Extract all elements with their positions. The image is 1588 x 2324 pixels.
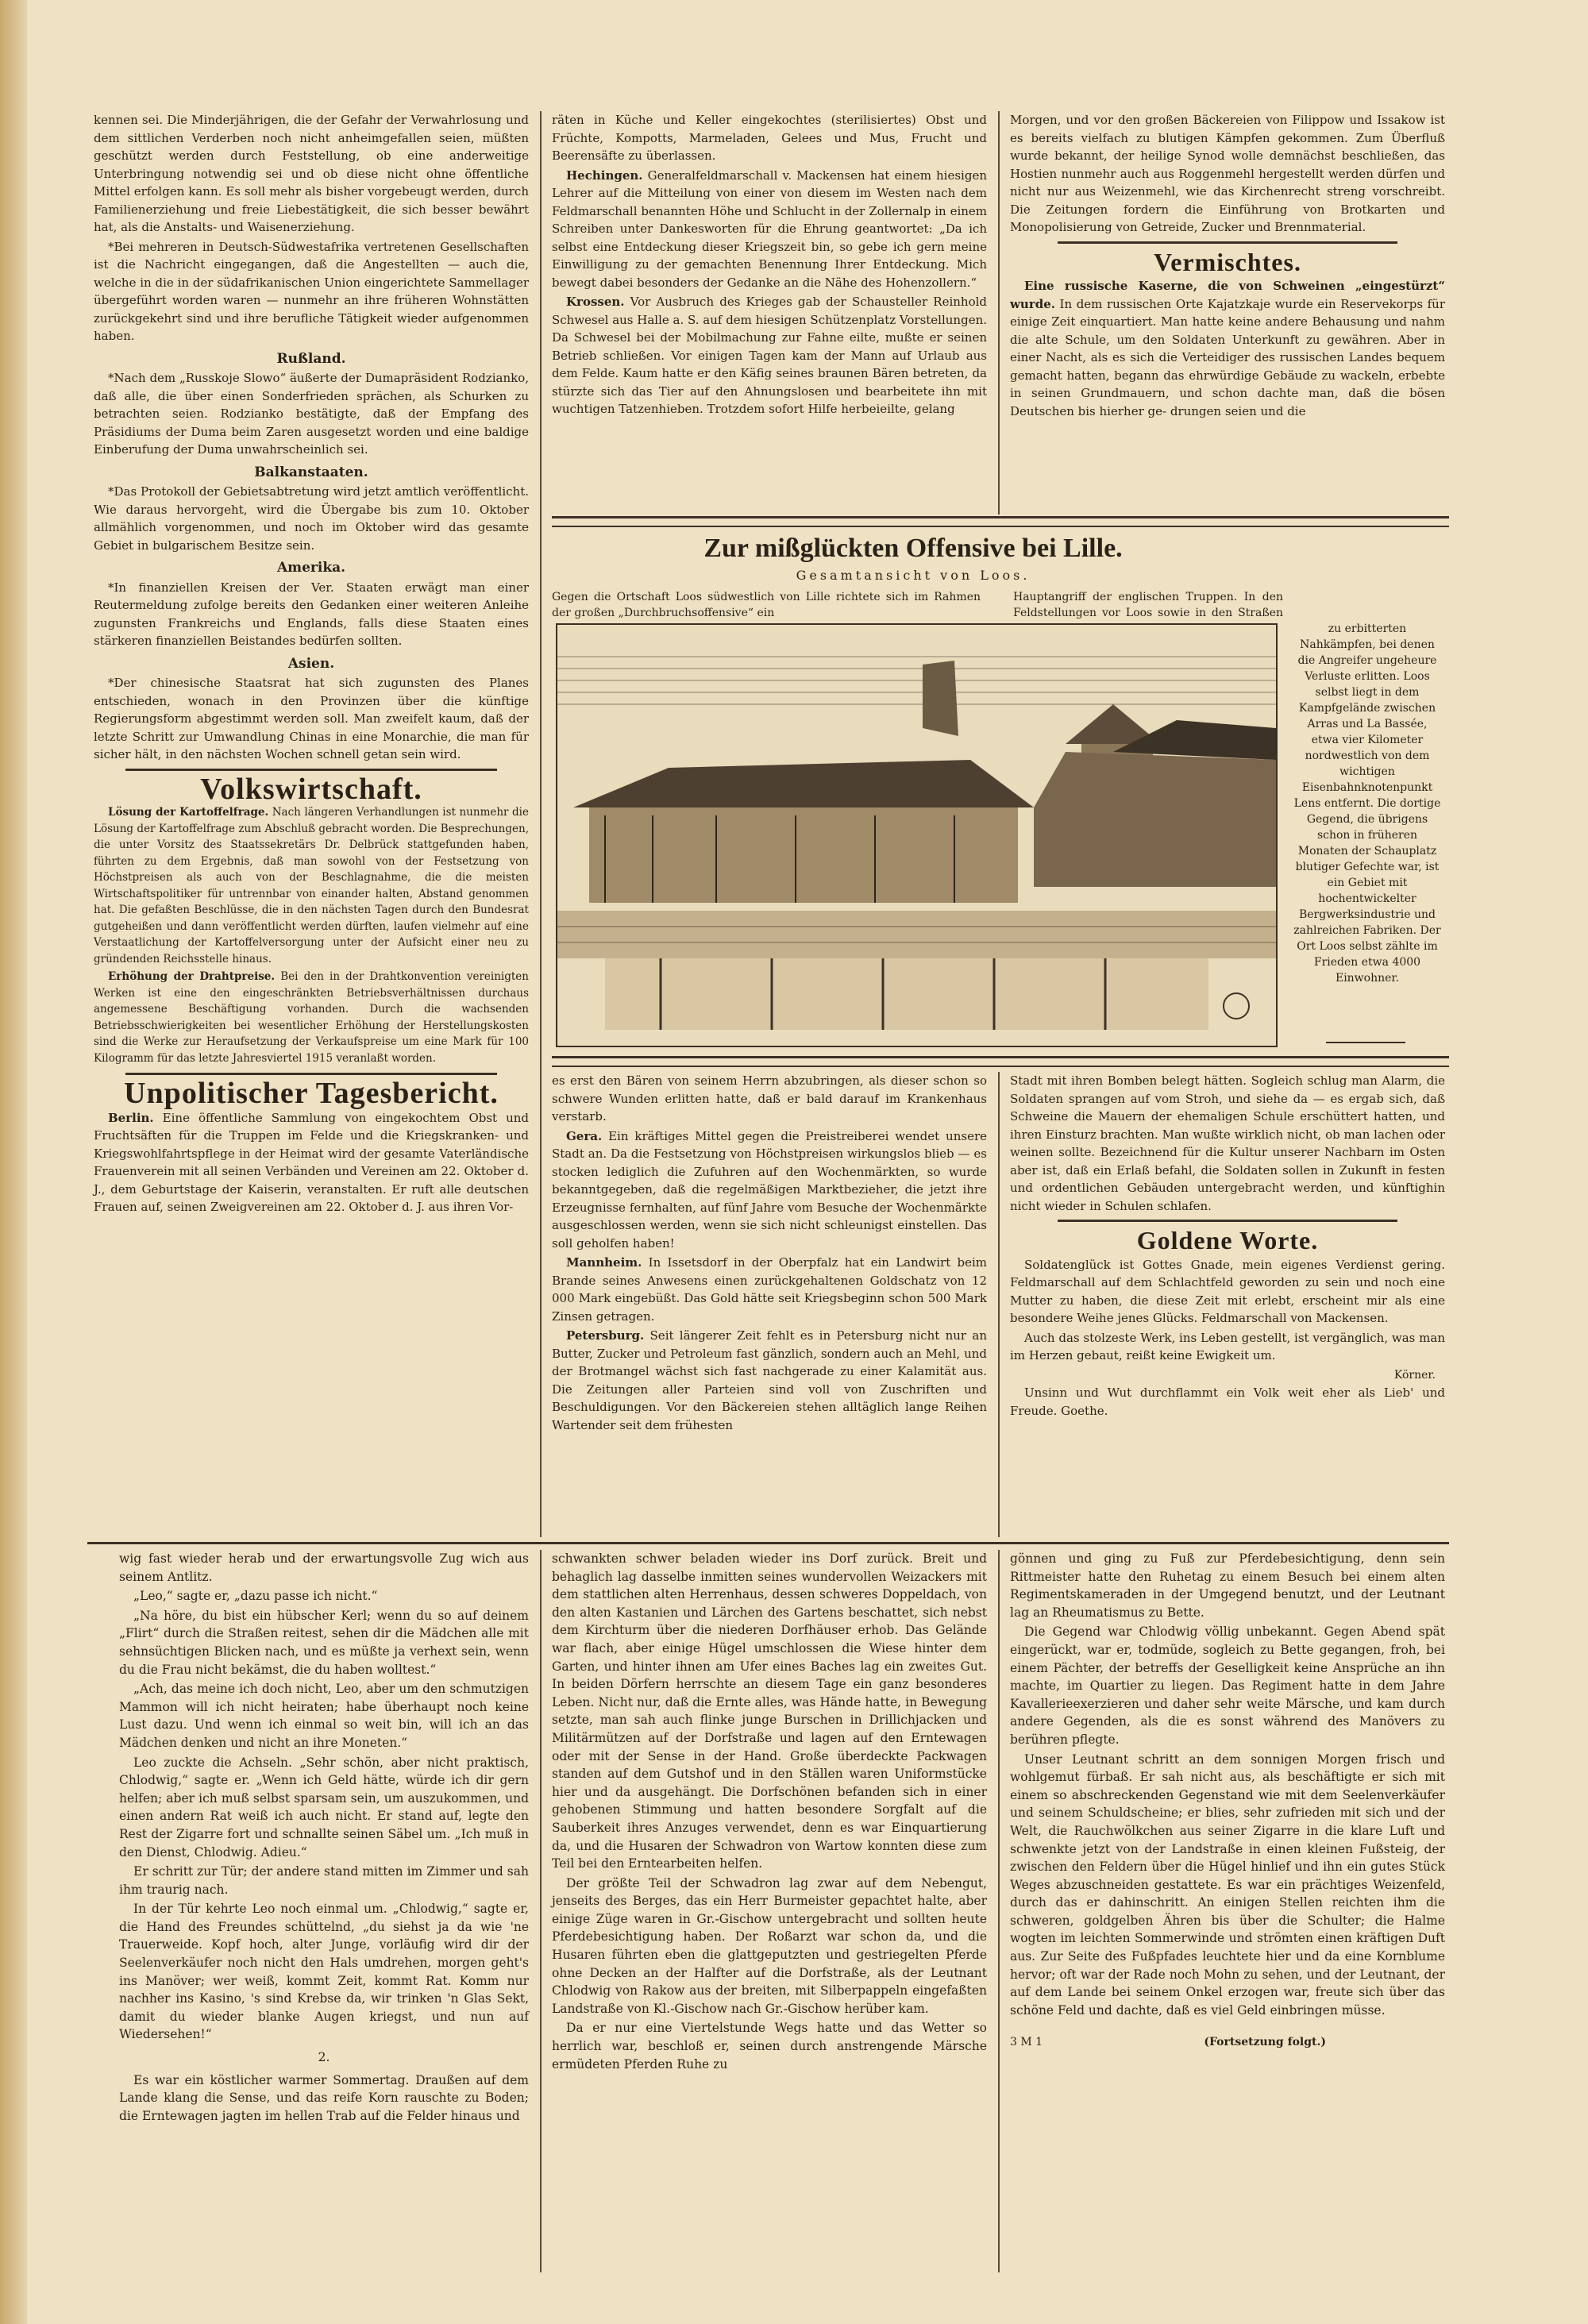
paragraph: [94, 969, 529, 1066]
paragraph: kennen sei. Die Minderjährigen, die der Gefahr der Verwahrlosung und dem sittlichen Verderben noch nicht anheimgefallen seien, müßten geschützt werden durch Feststellung, ob eine anderweitige Unterbringung notwendig sei und ob diese nicht ohne öffentliche Mittel erfolgen kann. Es soll mehr als bisher vorgebeugt werden, durch Familienerziehung und freie Liebestätigkeit, die sich besser bewährt hat, als die Anstalts- und Waisenerziehung.: [94, 113, 529, 234]
paragraph: *Nach dem „Russkoje Slowo“ äußerte der Dumapräsident Rodzianko, daß alle, die über einen Sonderfrieden sprächen, als Schurken zu betrachten seien. Rodzianko bestätigte, daß der Empfang des Präsidiums der Duma beim Zaren ausgesetzt worden und eine baldige Einberufung der Duma unwahrscheinlich sei.: [94, 371, 529, 457]
paragraph: „Na höre, du bist ein hübscher Kerl; wenn du so auf deinem „Flirt“ durch die Straßen reitest, sehen dir die Mädchen alle mit sehnsüchtigen Blicken nach, und es müßte ja verhext sein, wenn du die Frau nicht bekämst, die du haben wolltest.“: [119, 1608, 529, 1677]
section-heading-balkan: Balkanstaaten.: [254, 464, 368, 480]
feuilleton-column-2: [552, 1550, 987, 2075]
paragraph: [552, 293, 987, 418]
paragraph-body: Seit längerer Zeit fehlt es in Petersburg nicht nur an Butter, Zucker und Petroleum fast gänzlich, sondern auch an Mehl, und der Brotmangel wächst sich fast nachgerade zu einer Kalamität aus. Die Zeitungen aller Parteien sind voll von Zuschriften und Beschuldigungen. Vor den Bäckereien stehen alltäglich lange Reihen Wartender seit dem frühesten: [552, 1328, 987, 1432]
quote-author: Feldmarschall von Mackensen.: [1201, 1311, 1389, 1325]
paragraph-lead: Petersburg.: [566, 1328, 645, 1343]
section-heading-russland: Rußland.: [276, 350, 346, 367]
divider: [125, 769, 497, 771]
paragraph: Leo zuckte die Achseln. „Sehr schön, aber nicht praktisch, Chlodwig,“ sagte er. „Wenn ich Geld hätte, würde ich dir gern helfen; aber ich muß selbst sparsam sein, um auszukommen, und einen andern Rat weiß ich auch nicht. Er stand auf, legte den Rest der Zigarre fort und schnallte seinen Säbel um. „Ich muß in den Dienst, Chlodwig. Adieu.“: [119, 1755, 529, 1860]
paragraph: räten in Küche und Keller eingekochtes (sterilisiertes) Obst und Früchte, Kompotts, Marmeladen, Gelees und Mus, Frucht und Beerensäfte zu überlassen.: [552, 113, 987, 163]
paragraph-lead: Lösung der Kartoffelfrage.: [108, 806, 269, 819]
paragraph-lead: Erhöhung der Drahtpreise.: [108, 970, 276, 983]
picture-title: Zur mißglückten Offensive bei Lille.: [703, 534, 1123, 563]
mid-column-3: [1010, 1072, 1445, 1421]
paragraph: es erst den Bären von seinem Herrn abzubringen, als dieser schon so schwere Wunden erlitten hatte, daß er bald darauf im Krankenhaus verstarb.: [552, 1073, 987, 1123]
picture-caption-left: Gegen die Ortschaft Loos südwestlich von Lille richtete sich im Rahmen der großen „Durchbruchsoffensive“ ein: [552, 591, 981, 619]
paragraph: [94, 1109, 529, 1216]
paragraph: wig fast wieder herab und der erwartungsvolle Zug wich aus seinem Antlitz.: [119, 1551, 529, 1584]
paragraph: Er schritt zur Tür; der andere stand mitten im Zimmer und sah ihm traurig nach.: [119, 1864, 529, 1897]
paragraph: Stadt mit ihren Bomben belegt hätten. Sogleich schlug man Alarm, die Soldaten sprangen auf vom Stroh, und siehe da — es ergab sich, daß Schweine die Mauern der ehemaligen Schule erschüttert hatten, und ihren Einsturz brachten. Man wußte wirklich nicht, ob man lachen oder weinen sollte. Bezeichnend für die Kultur unserer Nachbarn im Osten aber ist, daß ein Erlaß befahl, die Soldaten sollen in Zukunft in festen und ordentlichen Gebäuden untergebracht werden, und künftighin nicht wieder in Schulen schlafen.: [1010, 1073, 1445, 1213]
paragraph-lead: Krossen.: [566, 295, 625, 309]
paragraph-lead: Mannheim.: [566, 1255, 642, 1270]
paragraph: „Ach, das meine ich doch nicht, Leo, aber um den schmutzigen Mammon will ich nicht heiraten; habe überhaupt noch keine Lust dazu. Und wenn ich einmal so weit bin, will ich an das Mädchen denken und nicht an ihre Moneten.“: [119, 1682, 529, 1750]
quote-author: Körner.: [1393, 1368, 1436, 1382]
picture-subtitle: Gesamtansicht von Loos.: [796, 568, 1031, 583]
paragraph: In der Tür kehrte Leo noch einmal um. „Chlodwig,“ sagte er, die Hand des Freundes schüttelnd, „du siehst ja da wie 'ne Trauerweide. Kopf hoch, alter Junge, vorläufig wird dir der Seelenverkäufer noch nicht den Hals umdrehen, morgen geht's ins Manöver; wer weiß, kommt Zeit, kommt Rat. Komm nur nachher ins Kasino, 's sind Krebse da, wir trinken 'n Glas Sekt, damit du wieder blanke Augen kriegst, und nun auf Wiedersehen!“: [119, 1902, 529, 2042]
paragraph-body: Generalfeldmarschall v. Mackensen hat einem hiesigen Lehrer auf die Mitteilung von einer von diesem im Westen nach dem Feldmarschall benannten Höhe und Schlucht in der Zollernalp in einem Schreiben unter Dankesworten für die Ehrung geantwortet: „Da ich selbst eine Entdeckung dieser Kriegszeit bin, so gebe ich gern meine Einwilligung zu der gemachten Benennung Ihrer Entdeckung. Mich bewegt dabei besonders der Gedanke an die Nähe des Hohenzollern.“: [552, 168, 987, 290]
divider: [1058, 241, 1397, 244]
paragraph: Morgen, und vor den großen Bäckereien von Filippow und Issakow ist es bereits vielfach zu blutigen Kämpfen gekommen. Zum Überfluß wurde bekannt, der heilige Synod wolle demnächst beschließen, das Hostien nunmehr auch aus Roggenmehl hergestellt werden dürfen und nicht nur aus Weizenmehl, wie das Kirchenrecht streng vorschreibt. Die Zeitungen fordern die Einführung von Brotkarten und Monopolisierung von Getreide, Zucker und Brennmaterial.: [1010, 113, 1445, 234]
footnote-mark: 3 M 1: [1010, 2036, 1043, 2049]
paragraph: gönnen und ging zu Fuß zur Pferdebesichtigung, denn sein Rittmeister hatte den Ruhetag zu einem Besuch bei einem alten Regimentskameraden in der Umgegend benutzt, und der Leutnant lag an Rheumatismus zu Bette.: [1010, 1551, 1445, 1620]
headline-vermischtes: Vermischtes.: [1154, 247, 1301, 276]
feuilleton-column-3: [1010, 1550, 1445, 2052]
divider: [1058, 1220, 1397, 1222]
paragraph: *Der chinesische Staatsrat hat sich zugunsten des Planes entschieden, wonach in den Provinzen über die künftige Regierungsform abgestimmt werden soll. Man zweifelt kaum, daß der letzte Schritt zur Umwandlung Chinas in eine Monarchie, die man für sicher hält, in den nächsten Wochen schnell getan sein wird.: [94, 676, 529, 761]
top-column-3: [1010, 111, 1445, 422]
feuilleton-rule: [87, 1542, 1449, 1544]
paragraph-lead: Eine russische Kaserne, die von Schweinen „eingestürzt“ wurde.: [1010, 279, 1445, 311]
headline-goldene-worte: Goldene Worte.: [1136, 1226, 1319, 1254]
paragraph: Der größte Teil der Schwadron lag zwar auf dem Nebengut, jenseits des Berges, das ein Herr Burmeister gepachtet halte, aber einige Züge waren in Gr.-Gischow untergebracht und sollten heute Pferdebesichtigung haben. Der Roßarzt war schon da, und die Husaren führten eben die glattgeputzten und gestriegelten Pferde ohne Decken an der Halfter auf die Dorfstraße, als der Leutnant Chlodwig von Rakow aus der breiten, mit Silberpappeln eingefaßten Landstraße von Kl.-Gischow nach Gr.-Gischow herüber kam.: [552, 1875, 987, 2016]
loos-engraving-image: [557, 625, 1276, 1046]
page-edge-shadow: [0, 0, 27, 2324]
paragraph-body: Eine öffentliche Sammlung von eingekochtem Obst und Fruchtsäften für die Truppen im Felde und die Kriegskranken- und Kriegswohlfahrtspflege in der Heimat wird der gesamte Vaterländische Frauenverein mit all seinen Verbänden und Vereinen am 22. Oktober d. J., dem Geburtstage der Kaiserin, veranstalten. Er ruft alle deutschen Frauen auf, seinen Zweigvereinen am 22. Oktober d. J. aus ihren Vor-: [94, 1110, 529, 1214]
paragraph: [94, 804, 529, 967]
paragraph: [552, 1254, 987, 1325]
paragraph: [1010, 1384, 1445, 1420]
paragraph: Unser Leutnant schritt an dem sonnigen Morgen frisch und wohlgemut fürbaß. Er sah nicht aus, als beschäftigte er sich mit einem so abschreckenden Gegenstand wie mit dem Seelenverkäufer und seinem Schuldscheine; er blies, sehr zufrieden mit sich und der Welt, die Rauchwölkchen aus seiner Zigarre in die klare Luft und schwenkte jetzt von der Landstraße in einen kleinen Fußsteig, der zwischen den Feldern über die Hügel hinlief und ihn ein gutes Stück Weges abzuschneiden gestattete. Es war ein prächtiges Weizenfeld, durch das er dahinschritt. An einigen Stellen reichten ihm die schweren, goldgelben Ähren bis über die Schulter; die Halme wogten im leichten Sommerwinde und strömten einen kräftigen Duft aus. Zur Seite des Fußpfades leuchtete hier und da eine Kornblume hervor; oft war der Rade noch Mohn zu sehen, und der Leutnant, der auf dem Lande bei seinem Onkel erzogen war, freute sich über das schöne Feld und dachte, daß es viel Geld einbringen müsse.: [1010, 1752, 1445, 2018]
column-rule: [540, 1550, 542, 2272]
paragraph-lead: Gera.: [566, 1128, 603, 1143]
quote-author: Goethe.: [1061, 1403, 1108, 1418]
picture-caption-side: zu erbitterten Nahkämpfen, bei denen die Angreifer ungeheure Verluste erlitten. Loos selbst liegt in dem Kampfgelände zwischen Arras und La Bassée, etwa vier Kilometer nordwestlich von dem wichtigen Eisenbahnknotenpunkt Lens entfernt. Die dortige Gegend, die übrigens schon in früheren Monaten der Schauplatz blutiger Gefechte war, ist ein Gebiet mit hochentwickelter Bergwerksindustrie und zahlreichen Fabriken. Der Ort Loos selbst zählte im Frieden etwa 4000 Einwohner.: [1293, 622, 1441, 985]
quote-text: Unsinn und Wut durchflammt ein Volk weit eher als Lieb' und Freude.: [1010, 1386, 1445, 1418]
paragraph: Da er nur eine Viertelstunde Wegs hatte und das Wetter so herrlich war, beschloß er, seinen durch anstrengende Märsche ermüdeten Pferden Ruhe zu: [552, 2021, 987, 2072]
headline-volkswirtschaft: Volkswirtschaft.: [200, 772, 422, 806]
paragraph: [1010, 1256, 1445, 1328]
paragraph: [552, 167, 987, 292]
chapter-number: 2.: [318, 2050, 330, 2065]
continuation-note: (Fortsetzung folgt.): [1204, 2036, 1326, 2049]
column-rule: [998, 111, 1000, 515]
paragraph: Die Gegend war Chlodwig völlig unbekannt. Gegen Abend spät eingerückt, war er, todmüde, sogleich zu Bette gegangen, froh, bei einem Pächter, der betreffs der Geselligkeit keine Ansprüche an ihn machte, im Quartier zu liegen. Das Regiment hatte in dem Jahre Kavallerieexerzieren und daher sehr weite Märsche, und kam durch andere Gegenden, als die es sonst während des Manövers zu berühren pflegte.: [1010, 1624, 1445, 1747]
footer-line: [1010, 2033, 1445, 2052]
paragraph-body: Nach längeren Verhandlungen ist nunmehr die Lösung der Kartoffelfrage zum Abschluß gebracht worden. Die Besprechungen, die unter Vorsitz des Staatssekretärs Dr. Delbrück stattgefunden haben, führten zu dem Ergebnis, daß man sowohl von der Festsetzung von Höchstpreisen als auch von der Beschlagnahme, die die meisten Wirtschaftspolitiker für untrennbar von einander halten, Abstand genommen hat. Die gefaßten Beschlüsse, die in den nächsten Tagen durch den Bundesrat gutgeheißen und dann veröffentlicht werden dürften, laufen vielmehr auf eine Verstaatlichung der Kartoffelversorgung unter der Aufsicht einer neu zu gründenden Reichsstelle hinaus.: [94, 806, 529, 965]
paragraph: schwankten schwer beladen wieder ins Dorf zurück. Breit und behaglich lag dasselbe inmitten seines wundervollen Weizackers mit dem stattlichen alten Herrenhaus, dessen schweres Doppeldach, von den alten Kastanien und Lärchen des Gartens beschattet, sich nebst dem Kirchturm über die niederen Dorfhäuser erhob. Das Gelände war flach, aber einige Hügel umschlossen die Wiese hinter dem Garten, und hinter ihnen am Ufer eines Baches lag ein zweites Gut. In beiden Dörfern herrschte an diesem Tage ein ganz besonderes Leben. Nicht nur, daß die Ernte alles, was Hände hatte, in Bewegung setzte, man sah auch flinke junge Burschen in Drillichjacken und Militärmützen auf der Dorfstraße und lagen auf den Erntewagen oder mit der Sense in der Hand. Große überdeckte Packwagen standen auf dem Gutshof und in den Ställen waren Uniformstücke hier und da ausgehängt. Die Dorfschönen befanden sich in einer gehobenen Stimmung und hatten besondere Sorgfalt auf die Sauberkeit ihres Anzuges verwendet, denn es war Einquartierung da, und die Husaren der Schwadron von Wartow konnten diese zum Teil bei den Erntearbeiten helfen.: [552, 1551, 987, 1871]
paragraph: [552, 1127, 987, 1253]
paragraph-lead: Berlin.: [108, 1110, 154, 1125]
paragraph: Es war ein köstlicher warmer Sommertag. Draußen auf dem Lande klang die Sense, und das reife Korn rauschte zu Boden; die Erntewagen jagten im hellen Trab auf die Felder hinaus und: [119, 2072, 529, 2123]
paragraph: [552, 1327, 987, 1434]
divider: [125, 1073, 497, 1075]
mid-column-2: [552, 1072, 987, 1436]
paragraph-body: Vor Ausbruch des Krieges gab der Schausteller Reinhold Schwesel aus Halle a. S. auf dem hiesigen Schützenplatz Vorstellungen. Da Schwesel bei der Mobilmachung zur Fahne eilte, mußte er seinen Betrieb schließen. Vor einigen Tagen kam der Mann auf Urlaub aus dem Felde. Kaum hatte er den Käfig seines braunen Bären betreten, da stürzte sich das Tier auf den Ahnungslosen und bearbeitete ihn mit wuchtigen Tatzenhieben. Trotzdem sofort Hilfe herbeieilte, gelang: [552, 295, 988, 416]
picture-caption-right: Hauptangriff der englischen Truppen. In den Feldstellungen vor Loos sowie in den Straßen: [1013, 591, 1283, 619]
section-heading-amerika: Amerika.: [276, 560, 346, 576]
double-rule: [552, 516, 1449, 527]
paragraph: [1010, 277, 1445, 420]
headline-unpolitischer-tagesbericht: Unpolitischer Tagesbericht.: [124, 1077, 499, 1110]
paragraph-lead: Hechingen.: [566, 168, 643, 183]
paragraph: *Das Protokoll der Gebietsabtretung wird jetzt amtlich veröffentlicht. Wie daraus hervorgeht, wird die Übergabe bis zum 10. Oktober allmählich vorgenommen, und noch im Oktober wird das gesamte Gebiet in bulgarischem Besitze sein.: [94, 484, 529, 553]
paragraph: *In finanziellen Kreisen der Ver. Staaten erwägt man einer Reutermeldung zufolge bereits den Gedanken einer weiteren Anleihe zugunsten Frankreichs und Englands, falls diese Staaten eines stärkeren finanziellen Beistandes bedürfen sollten.: [94, 580, 529, 648]
paragraph: *Bei mehreren in Deutsch-Südwestafrika vertretenen Gesellschaften ist die Nachricht eingegangen, daß die Angestellten — auch die, welche in die in der südafrikanischen Union eingerichtete Sammellager übergeführt worden waren — nunmehr an ihre früheren Wohnstätten zurückgekehrt sind und ihre berufliche Tätigkeit wieder aufgenommen haben.: [94, 239, 529, 343]
section-heading-asien: Asien.: [287, 655, 335, 672]
quote-text: Auch das stolzeste Werk, ins Leben gestellt, ist vergänglich, was man im Herzen gebaut, reißt keine Ewigkeit um.: [1010, 1330, 1445, 1362]
paragraph-body: In Issetsdorf in der Oberpfalz hat ein Landwirt beim Brande seines Anwesens einen zurückgehaltenen Goldschatz von 12 000 Mark eingebüßt. Das Gold hätte seit Kriegsbeginn schon 500 Mark Zinsen getragen.: [552, 1255, 987, 1324]
paragraph-body: Bei den in der Drahtkonvention vereinigten Werken ist eine den eingeschränkten Betriebsverhältnissen durchaus angemessene Beschäftigung vorhanden. Durch die wachsenden Betriebsschwierigkeiten bei wesentlicher Erhöhung der Herstellungskosten sind die Werke zur Heraufsetzung der Verkaufspreise um eine Mark für 100 Kilogramm für das letzte Jahresviertel 1915 veranlaßt worden.: [94, 970, 529, 1065]
paragraph: „Leo,“ sagte er, „dazu passe ich nicht.“: [133, 1589, 378, 1604]
paragraph: [1010, 1329, 1445, 1365]
loos-illustration: [556, 623, 1278, 1047]
top-column-1: [94, 111, 529, 1218]
column-rule: [540, 111, 542, 1537]
paragraph-body: In dem russischen Orte Kajatzkaje wurde ein Reservekorps für einige Zeit einquartiert. Man hatte keine andere Behausung und nahm die alte Schule, um den Soldaten Unterkunft zu gewähren. Aber in einer Nacht, als es sich die Verteidiger des russischen Landes bequem gemacht hatten, begann das ehrwürdige Gebäude zu wackeln, erbebte in seinen Grundmauern, und schon dachte man, daß die bösen Deutschen bis hierher ge- drungen seien und die: [1010, 296, 1445, 418]
paragraph-body: Ein kräftiges Mittel gegen die Preistreiberei wendet unsere Stadt an. Da die Festsetzung von Höchstpreisen wirkungslos blieb — es stocken lediglich die Zufuhren auf den Wochenmärkten, so wurde bekanntgegeben, daß die regelmäßigen Marktbezieher, die jetzt ihre Erzeugnisse fernhalten, auf fünf Jahre vom Besuche der Wochenmärkte ausgeschlossen werden, wenn sie sich nicht schleunigst einstellen. Das soll geholfen haben!: [552, 1128, 987, 1251]
feuilleton-column-1: [119, 1550, 529, 2126]
divider: [1326, 1042, 1405, 1043]
double-rule: [552, 1056, 1449, 1067]
top-column-2: [552, 111, 987, 420]
column-rule: [998, 1072, 1000, 1537]
column-rule: [998, 1550, 1000, 2272]
quote-text: Soldatenglück ist Gottes Gnade, mein eigenes Verdienst gering. Feldmarschall auf dem Schlachtfeld geworden zu sein und noch eine Mutter zu haben, die diese Zeit mit erlebt, erscheint mir als eine besondere Weihe jenes Glücks.: [1010, 1257, 1445, 1325]
